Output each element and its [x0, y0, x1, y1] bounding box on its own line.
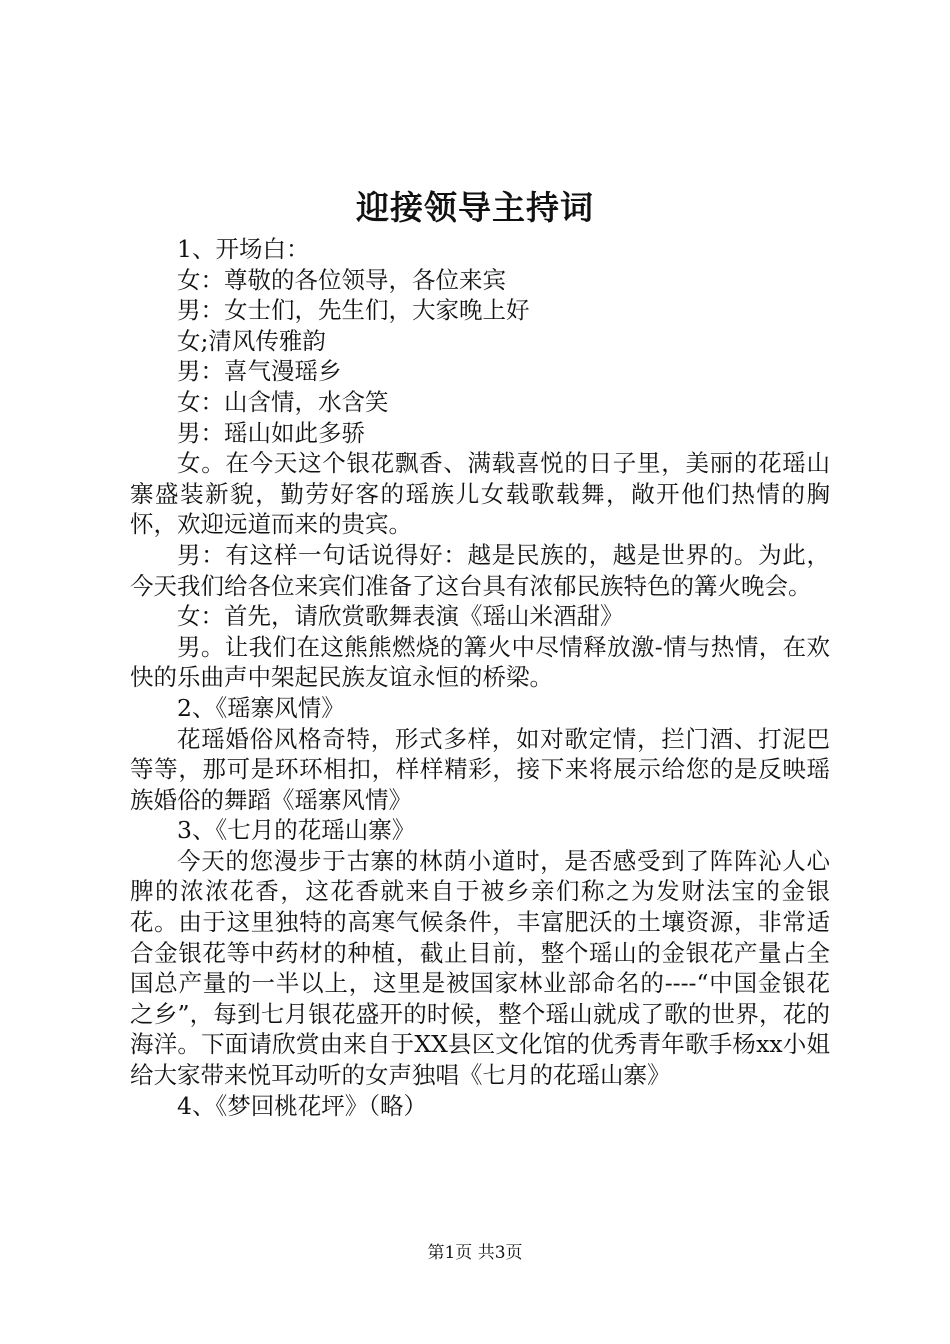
document-body [130, 234, 830, 1121]
page-footer: 第1页 共3页 [427, 1243, 523, 1263]
paragraph-line: 男：女士们，先生们，大家晚上好 [177, 296, 530, 325]
paragraph-line: 男：瑶山如此多骄 [177, 418, 365, 447]
paragraph-line: 今天的您漫步于古寨的林荫小道时，是否感受到了阵阵沁人心脾的浓浓花香，这花香就来自于被乡亲们称之为发财法宝的金银花。由于这里独特的高寒气候条件，丰富肥沃的土壤资源，非常适合金银花等中药材的种植，截止目前，整个瑶山的金银花产量占全国总产量的一半以上，这里是被国家林业部命名的----“中国金银花之乡”，每到七月银花盛开的时候，整个瑶山就成了歌的世界，花的海洋。下面请欣赏由来自于XX县区文化馆的优秀青年歌手杨xx小姐给大家带来悦耳动听的女声独唱《七月的花瑶山寨》 [130, 846, 830, 1090]
section-heading: 4、《梦回桃花坪》（略） [177, 1091, 427, 1120]
paragraph-line: 男。让我们在这熊熊燃烧的篝火中尽情释放激-情与热情，在欢快的乐曲声中架起民族友谊永恒的桥梁。 [130, 632, 830, 692]
paragraph-line: 女;清风传雅韵 [177, 326, 326, 355]
paragraph-line: 女：尊敬的各位领导，各位来宾 [177, 265, 506, 294]
paragraph-opening-heading: 1、开场白： [177, 235, 310, 263]
paragraph-line: 花瑶婚俗风格奇特，形式多样，如对歌定情，拦门酒、打泥巴等等，那可是环环相扣，样样精彩，接下来将展示给您的是反映瑶族婚俗的舞蹈《瑶寨风情》 [130, 724, 830, 814]
document-title: 迎接领导主持词 [356, 188, 594, 227]
section-heading: 3、《七月的花瑶山寨》 [177, 816, 416, 845]
paragraph-line: 女。在今天这个银花飘香、满载喜悦的日子里，美丽的花瑶山寨盛装新貌，勤劳好客的瑶族儿女载歌载舞，敞开他们热情的胸怀，欢迎远道而来的贵宾。 [130, 449, 830, 539]
paragraph-line: 男：有这样一句话说得好：越是民族的，越是世界的。为此，今天我们给各位来宾们准备了这台具有浓郁民族特色的篝火晚会。 [130, 540, 830, 600]
section-heading: 2、《瑶寨风情》 [177, 693, 345, 722]
paragraph-line: 女：山含情，水含笑 [177, 387, 389, 416]
paragraph-line: 女：首先，请欣赏歌舞表演《瑶山米酒甜》 [177, 602, 624, 631]
paragraph-line: 男：喜气漫瑶乡 [177, 357, 342, 386]
